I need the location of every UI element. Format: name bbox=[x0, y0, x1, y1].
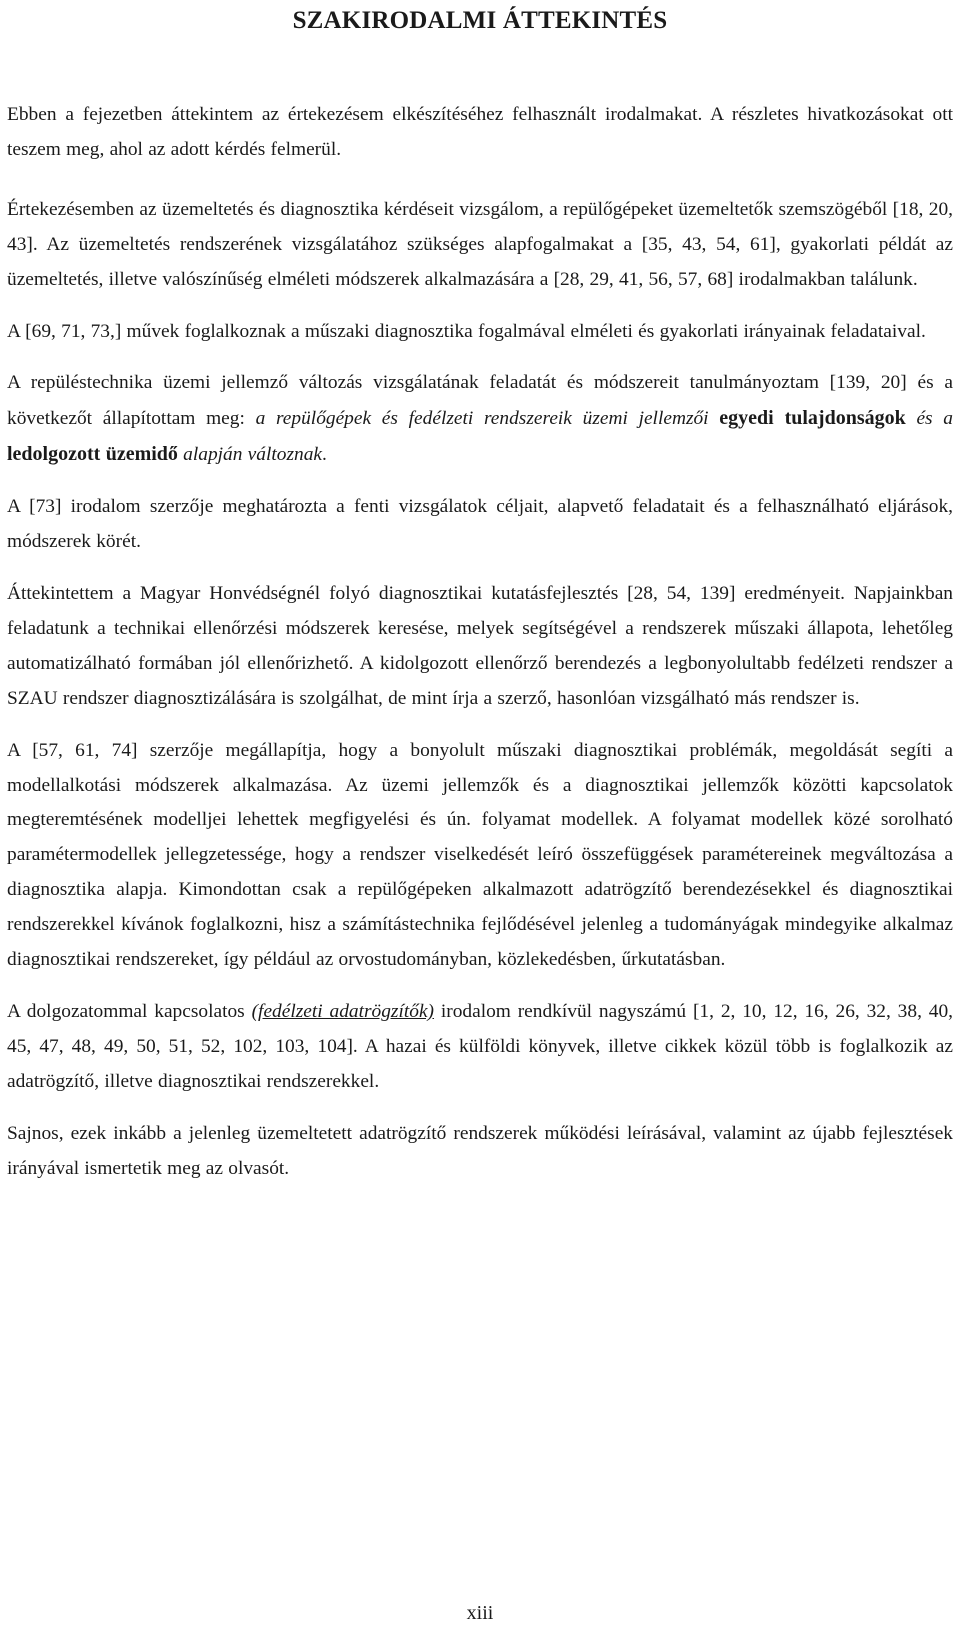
paragraph bbox=[7, 995, 953, 1100]
chapter-title: SZAKIRODALMI ÁTTEKINTÉS bbox=[292, 7, 668, 34]
text-run: Sajnos, ezek inkább a jelenleg üzemeltetett adatrögzítő rendszerek működési leírásával, valamint az újabb fejlesztések irányával ismertetik meg az olvasót. bbox=[7, 1122, 953, 1179]
paragraph bbox=[7, 366, 953, 473]
emphasized-text: ledolgozott üzemidő bbox=[7, 443, 178, 466]
text-run: A dolgozatommal kapcsolatos bbox=[7, 1000, 252, 1022]
body-text bbox=[7, 98, 953, 1186]
text-run: Értekezésemben az üzemeltetés és diagnosztika kérdéseit vizsgálom, a repülőgépeket üzemeltetők szemszögéből [18, 20, 43]. Az üzemeltetés rendszerének vizsgálatához szükséges alapfogalmakat a [35, 43, 54, 61], gyakorlati példát az üzemeltetés, illetve valószínűség elméleti módszerek alkalmazására a [28, 29, 41, 56, 57, 68] irodalmakban találunk. bbox=[7, 198, 953, 290]
paragraph bbox=[7, 315, 953, 350]
page-number: xiii bbox=[466, 1602, 494, 1624]
emphasized-text: (fedélzeti adatrögzítők) bbox=[251, 1000, 435, 1022]
paragraph bbox=[7, 577, 953, 717]
document-page bbox=[7, 0, 953, 1203]
emphasized-text: és a bbox=[905, 408, 953, 430]
text-run: A repüléstechnika üzemi jellemző változás vizsgálatának feladatát és módszereit tanulmányoztam [139, 20] és a következőt állapítottam meg: bbox=[7, 372, 953, 430]
paragraph bbox=[7, 490, 953, 560]
text-run: Áttekintettem a Magyar Honvédségnél folyó diagnosztikai kutatásfejlesztés [28, 54, 139] eredményeit. Napjainkban feladatunk a technikai ellenőrzési módszerek keresése, melyek segítségével a rendszerek műszaki állapota, lehetőleg automatizálható formában jól ellenőrizhető. A kidolgozott ellenőrző berendezés a legbonyolultabb fedélzeti rendszer a SZAU rendszer diagnosztizálására is szolgálhat, de mint írja a szerző, hasonlóan vizsgálható más rendszer is. bbox=[7, 582, 953, 709]
text-run: irodalom rendkívül nagyszámú [1, 2, 10, 12, 16, 26, 32, 38, 40, 45, 47, 48, 49, 50, 51, 52, 102, 103, 104]. A hazai és külföldi könyvek, illetve cikkek közül több is foglalkozik az adatrögzítő, illetve diagnosztikai rendszerekkel. bbox=[7, 1000, 954, 1092]
emphasized-text: alapján változnak bbox=[177, 444, 322, 466]
paragraph bbox=[7, 734, 953, 978]
emphasized-text: a repülőgépek és fedélzeti rendszereik üzemi jellemzői bbox=[255, 408, 720, 430]
text-run: Ebben a fejezetben áttekintem az értekezésem elkészítéséhez felhasznált irodalmakat. A részletes hivatkozásokat ott teszem meg, ahol az adott kérdés felmerül. bbox=[7, 104, 953, 160]
text-run: . bbox=[322, 444, 327, 466]
text-run: A [57, 61, 74] szerzője megállapítja, hogy a bonyolult műszaki diagnosztikai problémák, megoldását segíti a modellalkotási módszerek alkalmazása. Az üzemi jellemzők és a diagnosztikai jellemzők közötti kapcsolatok megteremtésének modelljei lehettek megfigyelési és ún. folyamat modellek. A folyamat modellek közé sorolható paramétermodellek jellegzetessége, hogy a rendszer viselkedését leíró összefüggések paramétereinek megváltozása a diagnosztika alapja. Kimondottan csak a repülőgépeken alkalmazott adatrögzítő berendezésekkel és diagnosztikai rendszerekkel kívánok foglalkozni, hisz a számítástechnika fejlődésével jelenleg a tudományágak mindegyike alkalmaz diagnosztikai rendszereket, így például az orvostudományban, közlekedésben, űrkutatásban. bbox=[7, 739, 953, 971]
paragraph bbox=[7, 193, 953, 298]
text-run: A [73] irodalom szerzője meghatározta a fenti vizsgálatok céljait, alapvető feladatait és a felhasználható eljárások, módszerek körét. bbox=[7, 496, 953, 553]
text-run: A [69, 71, 73,] művek foglalkoznak a műszaki diagnosztika fogalmával elméleti és gyakorlati irányainak feladataival. bbox=[7, 320, 926, 342]
paragraph bbox=[7, 98, 953, 168]
paragraph bbox=[7, 1117, 953, 1187]
emphasized-text: egyedi tulajdonságok bbox=[719, 407, 906, 430]
